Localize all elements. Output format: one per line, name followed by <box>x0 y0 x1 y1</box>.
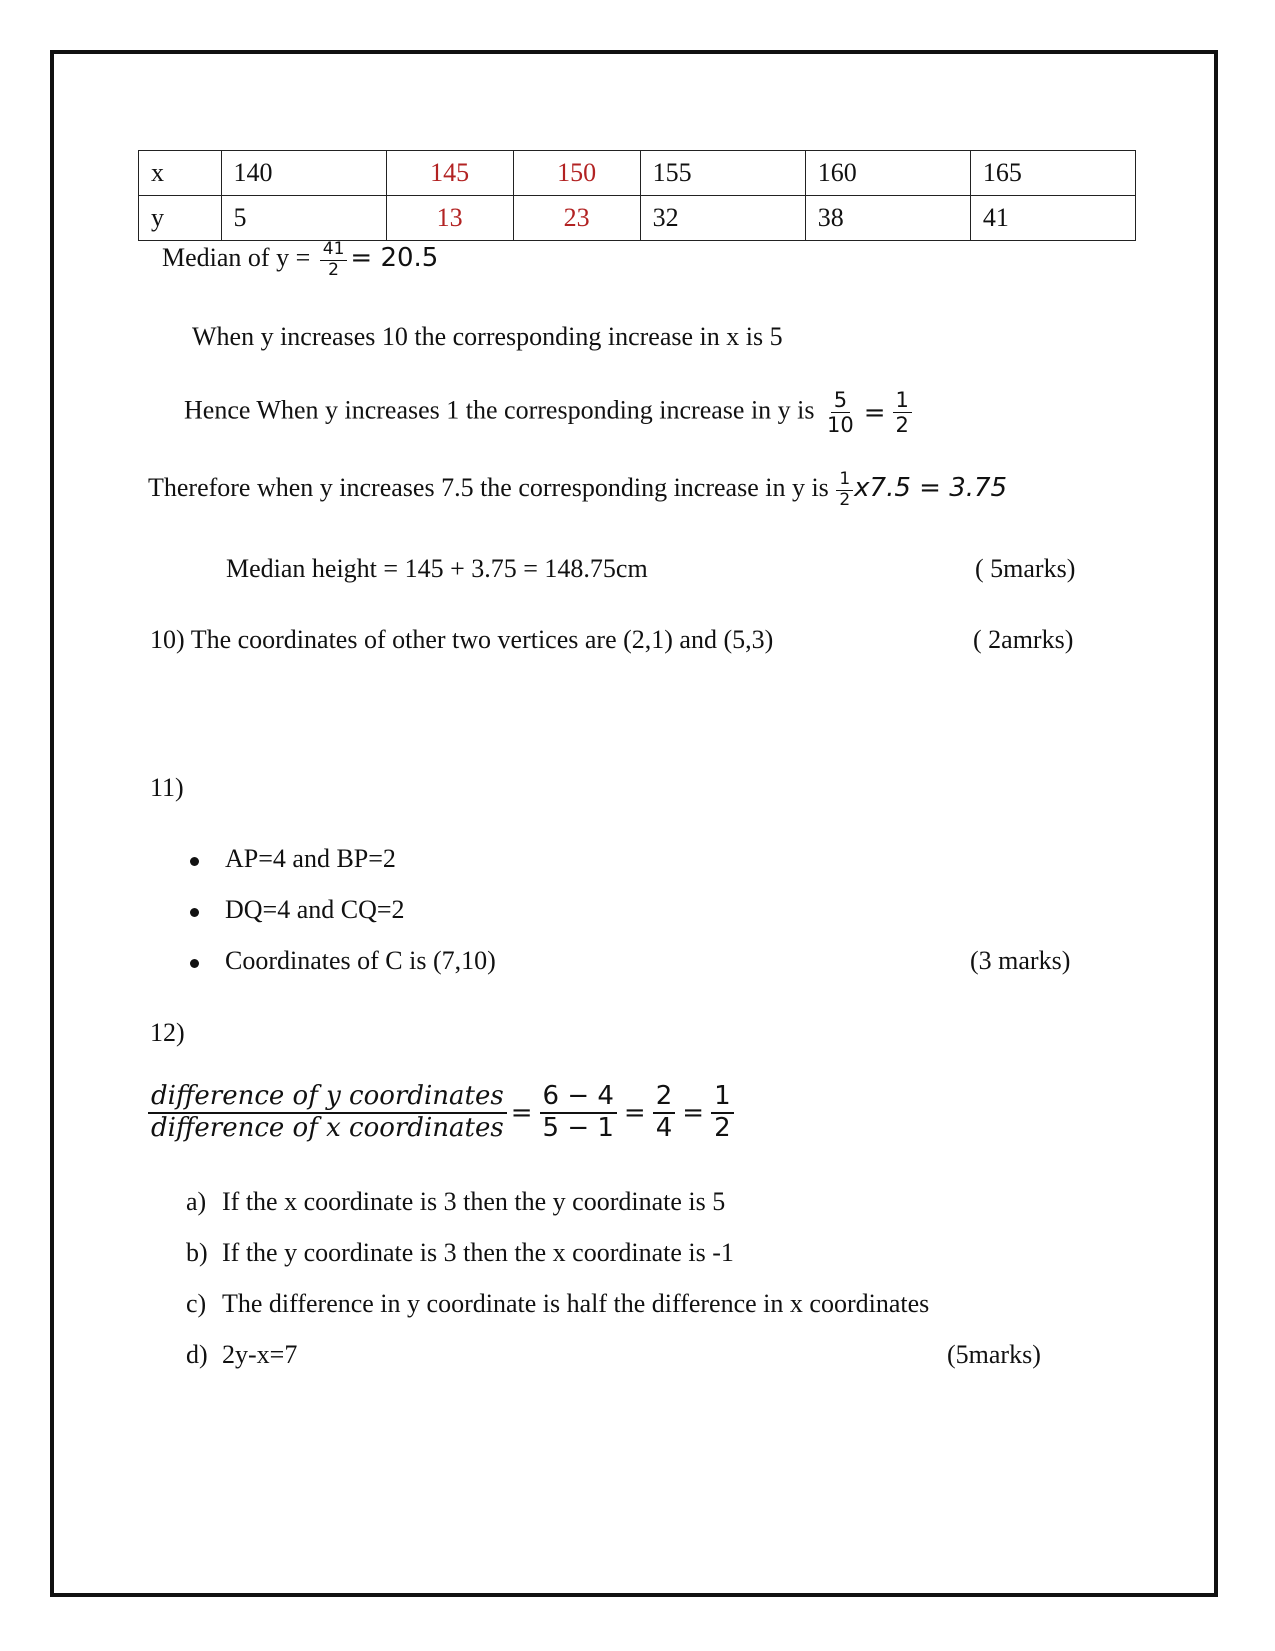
row-label: y <box>139 196 222 241</box>
table-cell: 13 <box>386 196 513 241</box>
median-y-result: = 20.5 <box>350 243 439 274</box>
when-line: When y increases 10 the corresponding increase in x is 5 <box>192 322 783 351</box>
list-item: Coordinates of C is (7,10) <box>190 946 496 976</box>
row-label: x <box>139 151 222 196</box>
table-cell: 5 <box>221 196 386 241</box>
list-item: d) 2y-x=7 <box>186 1340 298 1369</box>
xy-table <box>138 150 1136 241</box>
bullet-icon <box>190 959 199 968</box>
list-item: a) If the x coordinate is 3 then the y coordinate is 5 <box>186 1187 726 1216</box>
bullet-icon <box>190 908 199 917</box>
table-cell: 155 <box>640 151 805 196</box>
median-y-label: Median of y = <box>162 243 317 273</box>
list-item: b) If the y coordinate is 3 then the x coordinate is -1 <box>186 1238 734 1267</box>
slope-equation: $\frac{\text{difference of y coordinates}}{\text{difference of x coordinates}}$ = $\frac{6 - 4}{5 - 1}$ = $\frac{2}{4}$ = $\frac{1}{2}$ <box>148 1082 737 1144</box>
q10-answer: 10) The coordinates of other two vertices are (2,1) and (5,3) <box>150 625 774 654</box>
table-cell: 32 <box>640 196 805 241</box>
table-cell: 38 <box>805 196 970 241</box>
marks-label: (5marks) <box>947 1340 1041 1369</box>
median-height: Median height = 145 + 3.75 = 148.75cm <box>226 554 648 583</box>
table-cell: 41 <box>970 196 1135 241</box>
fraction: $\frac{2}{4}$ <box>653 1082 676 1144</box>
q12-label: 12) <box>150 1018 185 1047</box>
therefore-line: Therefore when y increases 7.5 the corresponding increase in y is $\frac{1}{2}$ x7.5 = 3.75 <box>148 469 1008 510</box>
list-item: AP=4 and BP=2 <box>190 844 396 874</box>
table-cell: 150 <box>513 151 640 196</box>
fraction: $\frac{41}{2}$ <box>320 240 348 280</box>
table-cell: 145 <box>386 151 513 196</box>
fraction: $\frac{\text{difference of y coordinates}}{\text{difference of x coordinates}}$ <box>148 1082 507 1144</box>
q11-label: 11) <box>150 773 184 802</box>
table-cell: 165 <box>970 151 1135 196</box>
table-cell: 140 <box>221 151 386 196</box>
fraction: $\frac{1}{2}$ <box>893 388 912 437</box>
table-cell: 160 <box>805 151 970 196</box>
bullet-icon <box>190 857 199 866</box>
hence-line: Hence When y increases 1 the corresponding increase in y is $\frac{5}{10}$ = $\frac{1}{2}$ <box>184 388 915 437</box>
list-item: DQ=4 and CQ=2 <box>190 895 405 925</box>
median-y-line <box>162 240 438 280</box>
table-row <box>139 196 1136 241</box>
table-row <box>139 151 1136 196</box>
list-item: c) The difference in y coordinate is half the difference in x coordinates <box>186 1289 930 1318</box>
fraction: $\frac{1}{2}$ <box>836 470 853 510</box>
fraction: $\frac{6 - 4}{5 - 1}$ <box>540 1082 617 1144</box>
fraction: $\frac{5}{10}$ <box>827 388 854 438</box>
marks-label: ( 5marks) <box>975 554 1076 583</box>
marks-label: (3 marks) <box>970 946 1071 975</box>
marks-label: ( 2amrks) <box>973 625 1074 654</box>
fraction: $\frac{1}{2}$ <box>711 1082 734 1144</box>
table-cell: 23 <box>513 196 640 241</box>
